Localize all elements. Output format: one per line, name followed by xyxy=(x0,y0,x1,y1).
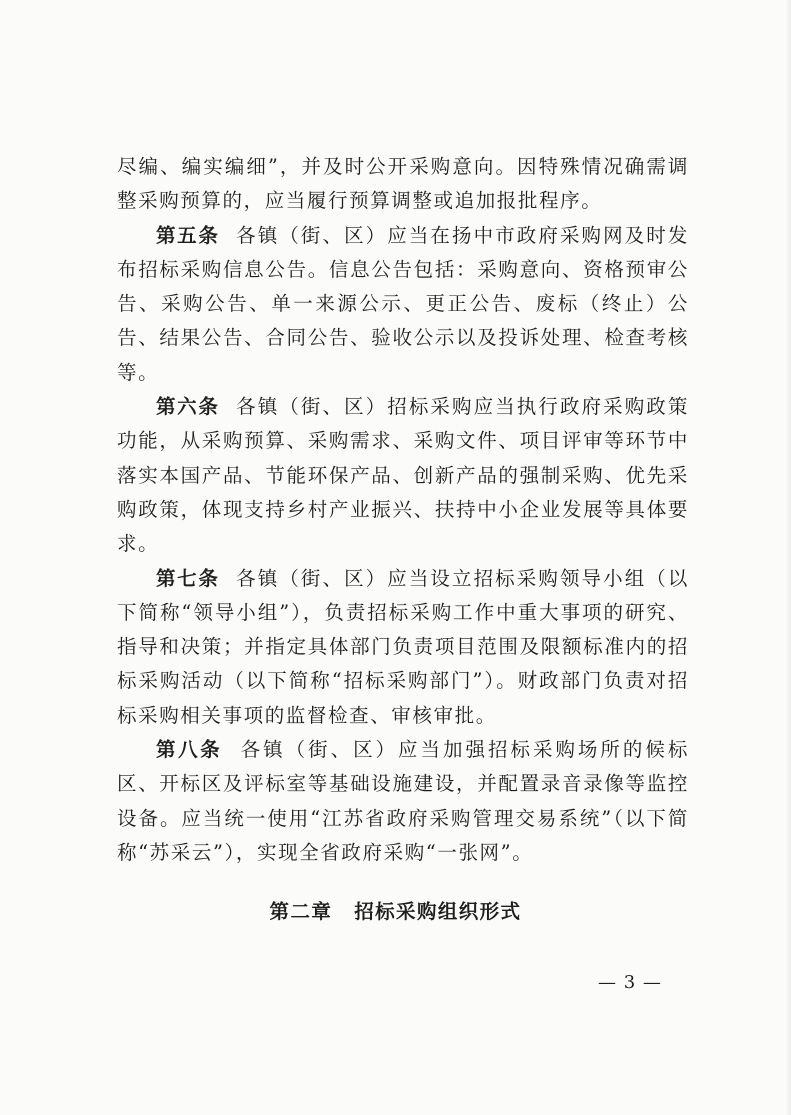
article-heading: 第七条 xyxy=(156,566,220,590)
article-text: 各镇（街、区）应当设立招标采购领导小组（以下简称“领导小组”），负责招标采购工作中重大事项的研究、指导和决策；并指定具体部门负责项目范围及限额标准内的招标采购活动（以下简称“招标采购部门”）。财政部门负责对招标采购相关事项的监督检查、审核审批。 xyxy=(117,566,689,727)
chapter-heading xyxy=(0,896,791,924)
chapter-title: 招标采购组织形式 xyxy=(354,900,522,923)
article-5 xyxy=(117,219,689,390)
paragraph-continuation xyxy=(117,150,689,219)
article-text: 各镇（街、区）招标采购应当执行政府采购政策功能，从采购预算、采购需求、采购文件、项目评审等环节中落实本国产品、节能环保产品、创新产品的强制采购、优先采购政策，体现支持乡村产业振兴、扶持中小企业发展等具体要求。 xyxy=(117,395,689,556)
scan-edge-shadow xyxy=(785,0,791,1115)
article-7 xyxy=(117,562,689,733)
article-8 xyxy=(117,733,689,870)
body-text xyxy=(117,150,689,870)
article-text: 各镇（街、区）应当在扬中市政府采购网及时发布招标采购信息公告。信息公告包括：采购意向、资格预审公告、采购公告、单一来源公示、更正公告、废标（终止）公告、结果公告、合同公告、验收公示以及投诉处理、检查考核等。 xyxy=(117,223,689,384)
article-heading: 第六条 xyxy=(156,395,220,419)
article-6 xyxy=(117,390,689,561)
paragraph-text: 尽编、编实编细”，并及时公开采购意向。因特殊情况确需调整采购预算的，应当履行预算调整或追加报批程序。 xyxy=(117,155,689,213)
page-number: — 3 — xyxy=(598,972,662,993)
article-heading: 第八条 xyxy=(156,738,223,762)
article-heading: 第五条 xyxy=(156,223,220,247)
chapter-number: 第二章 xyxy=(269,900,333,923)
article-text: 各镇（街、区）应当加强招标采购场所的候标区、开标区及评标室等基础设施建设，并配置录音录像等监控设备。应当统一使用“江苏省政府采购管理交易系统”（以下简称“苏采云”），实现全省政府采购“一张网”。 xyxy=(117,738,689,864)
